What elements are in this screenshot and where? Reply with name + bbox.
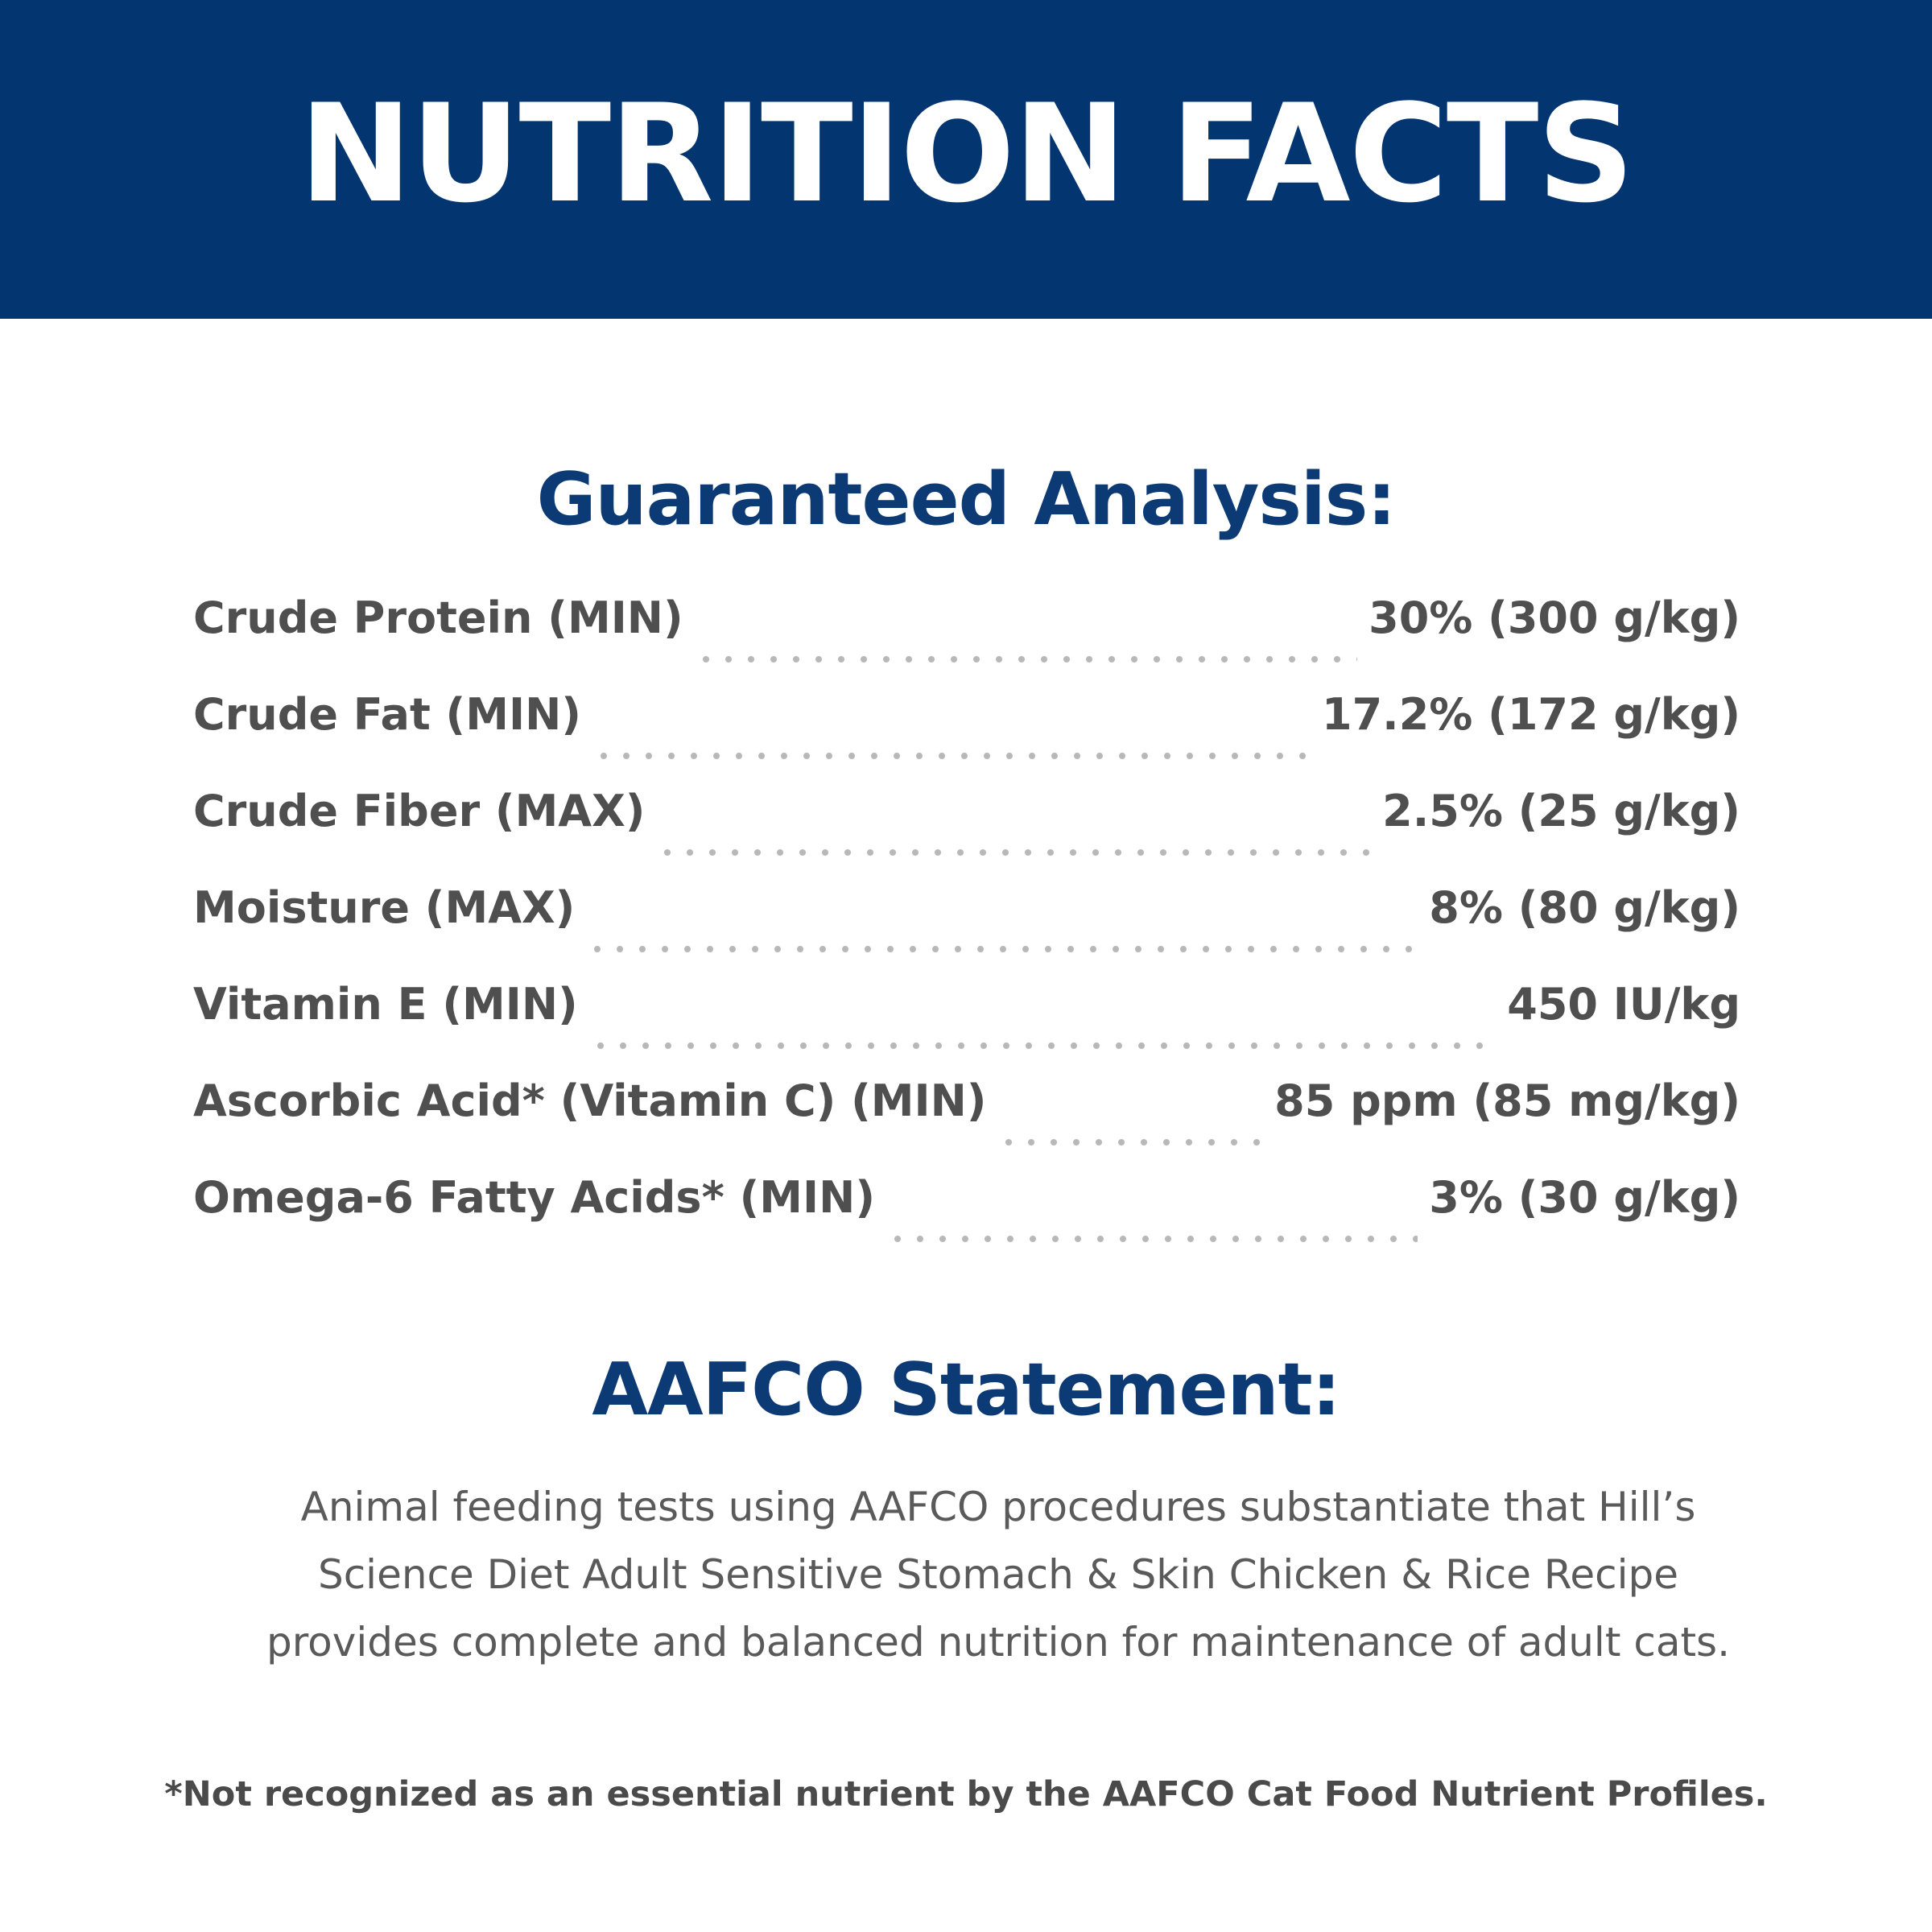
analysis-value: 3% (30 g/kg) <box>1429 1172 1740 1223</box>
dot-leader <box>656 848 1371 857</box>
dot-leader <box>586 945 1418 953</box>
analysis-value: 30% (300 g/kg) <box>1368 592 1740 643</box>
guaranteed-analysis-heading: Guaranteed Analysis: <box>536 457 1396 542</box>
analysis-value: 17.2% (172 g/kg) <box>1322 689 1740 740</box>
dot-leader <box>997 1138 1263 1146</box>
footnote: *Not recognized as an essential nutrient by the AAFCO Cat Food Nutrient Profiles. <box>164 1774 1768 1814</box>
analysis-row <box>193 1075 1740 1176</box>
analysis-label: Vitamin E (MIN) <box>193 979 578 1030</box>
analysis-value: 450 IU/kg <box>1507 979 1740 1030</box>
analysis-row <box>193 592 1740 693</box>
page-title: NUTRITION FACTS <box>299 75 1633 233</box>
aafco-statement-text <box>201 1473 1795 1676</box>
analysis-row <box>193 882 1740 983</box>
dot-leader <box>589 1042 1496 1050</box>
title-banner <box>0 0 1932 319</box>
analysis-value: 8% (80 g/kg) <box>1429 882 1740 933</box>
dot-leader <box>695 655 1357 663</box>
dot-leader <box>886 1235 1418 1243</box>
analysis-value: 85 ppm (85 mg/kg) <box>1274 1075 1740 1126</box>
aafco-line: Science Diet Adult Sensitive Stomach & Skin Chicken & Rice Recipe <box>317 1551 1679 1598</box>
analysis-row <box>193 689 1740 790</box>
analysis-label: Omega-6 Fatty Acids* (MIN) <box>193 1172 875 1223</box>
guaranteed-analysis-table <box>193 592 1740 1273</box>
analysis-label: Crude Fat (MIN) <box>193 689 581 740</box>
analysis-label: Crude Protein (MIN) <box>193 592 683 643</box>
dot-leader <box>592 752 1311 760</box>
analysis-row <box>193 786 1740 886</box>
aafco-line: Animal feeding tests using AAFCO procedures substantiate that Hill’s <box>300 1484 1696 1530</box>
analysis-label: Moisture (MAX) <box>193 882 576 933</box>
analysis-value: 2.5% (25 g/kg) <box>1382 786 1740 836</box>
aafco-heading: AAFCO Statement: <box>592 1348 1340 1432</box>
analysis-label: Crude Fiber (MAX) <box>193 786 646 836</box>
analysis-row <box>193 1172 1740 1273</box>
analysis-label: Ascorbic Acid* (Vitamin C) (MIN) <box>193 1075 987 1126</box>
analysis-row <box>193 979 1740 1080</box>
aafco-line: provides complete and balanced nutrition for maintenance of adult cats. <box>266 1619 1731 1666</box>
